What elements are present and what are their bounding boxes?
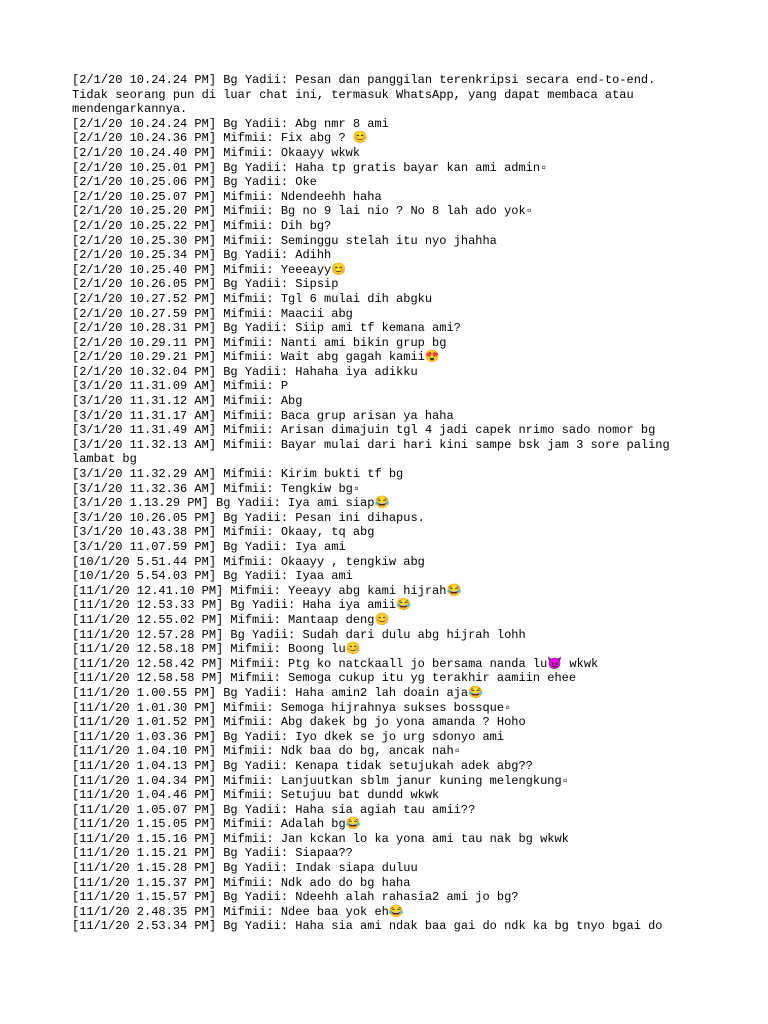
chat-line: [11/1/20 12.57.28 PM] Bg Yadii: Sudah dari dulu abg hijrah lohh xyxy=(72,627,526,642)
chat-line: [11/1/20 12.58.58 PM] Mifmii: Semoga cukup itu yg terakhir aamiin ehee xyxy=(72,671,577,686)
chat-line: [2/1/20 10.24.24 PM] Bg Yadii: Pesan dan panggilan terenkripsi secara end-to-end. xyxy=(72,73,656,87)
chat-export-document xyxy=(72,73,712,934)
chat-line: [2/1/20 10.25.07 PM] Mifmii: Ndendeehh haha xyxy=(72,189,382,204)
chat-line: [11/1/20 1.15.28 PM] Bg Yadii: Indak siapa duluu xyxy=(72,861,418,876)
chat-line: [2/1/20 10.29.21 PM] Mifmii: Wait abg gagah kamii😍 xyxy=(72,350,440,365)
chat-line: [11/1/20 1.04.10 PM] Mifmii: Ndk baa do bg, ancak nah▫ xyxy=(72,744,461,759)
chat-line: [2/1/20 10.24.40 PM] Mifmii: Okaayy wkwk xyxy=(72,145,361,160)
chat-line: [2/1/20 10.24.24 PM] Bg Yadii: Abg nmr 8 ami xyxy=(72,116,389,131)
chat-line: [3/1/20 11.31.09 AM] Mifmii: P xyxy=(72,379,289,394)
chat-line: [2/1/20 10.27.59 PM] Mifmii: Maacii abg xyxy=(72,306,353,321)
chat-line: [11/1/20 1.01.52 PM] Mifmii: Abg dakek bg jo yona amanda ? Hoho xyxy=(72,715,526,730)
chat-line: [11/1/20 1.04.46 PM] Mifmii: Setujuu bat dundd wkwk xyxy=(72,788,440,803)
chat-line: [11/1/20 1.00.55 PM] Bg Yadii: Haha amin2 lah doain aja😂 xyxy=(72,685,484,700)
chat-line: [11/1/20 12.58.18 PM] Mifmii: Boong lu😊 xyxy=(72,642,361,657)
chat-line: [11/1/20 12.55.02 PM] Mifmii: Mantaap deng😊 xyxy=(72,612,390,627)
chat-line: [3/1/20 11.32.29 AM] Mifmii: Kirim bukti tf bg xyxy=(72,467,404,482)
chat-line: [11/1/20 1.04.13 PM] Bg Yadii: Kenapa tidak setujukah adek abg?? xyxy=(72,758,533,773)
chat-line: [11/1/20 1.04.34 PM] Mifmii: Lanjuutkan sblm janur kuning melengkung▫ xyxy=(72,773,569,788)
chat-line: [2/1/20 10.25.30 PM] Mifmii: Seminggu stelah itu nyo jhahha xyxy=(72,233,497,248)
chat-line: [3/1/20 10.26.05 PM] Bg Yadii: Pesan ini dihapus. xyxy=(72,510,425,525)
chat-line: [2/1/20 10.29.11 PM] Mifmii: Nanti ami bikin grup bg xyxy=(72,335,447,350)
chat-line: [3/1/20 11.07.59 PM] Bg Yadii: Iya ami xyxy=(72,540,346,554)
chat-line: [2/1/20 10.25.34 PM] Bg Yadii: Adihh xyxy=(72,248,332,263)
chat-line: [3/1/20 1.13.29 PM] Bg Yadii: Iya ami siap😂 xyxy=(72,496,390,511)
chat-line: [2/1/20 10.25.22 PM] Mifmii: Dih bg? xyxy=(72,218,332,233)
chat-line: [11/1/20 1.05.07 PM] Bg Yadii: Haha sia agiah tau amii?? xyxy=(72,802,476,817)
chat-line: [11/1/20 1.01.30 PM] Mifmii: Semoga hijrahnya sukses bossque▫ xyxy=(72,700,512,715)
chat-line: lambat bg xyxy=(72,452,137,467)
chat-line: [3/1/20 11.32.36 AM] Mifmii: Tengkiw bg▫ xyxy=(72,481,361,496)
chat-line: [3/1/20 10.43.38 PM] Mifmii: Okaay, tq abg xyxy=(72,525,375,540)
chat-line: [2/1/20 10.27.52 PM] Mifmii: Tgl 6 mulai dih abgku xyxy=(72,291,433,306)
chat-line: [2/1/20 10.25.06 PM] Bg Yadii: Oke xyxy=(72,175,317,190)
chat-line: [11/1/20 1.15.57 PM] Bg Yadii: Ndeehh alah rahasia2 ami jo bg? xyxy=(72,890,519,905)
chat-line: [11/1/20 1.03.36 PM] Bg Yadii: Iyo dkek se jo urg sdonyo ami xyxy=(72,729,505,744)
chat-line: Tidak seorang pun di luar chat ini, termasuk WhatsApp, yang dapat membaca atau xyxy=(72,87,634,102)
chat-line: [2/1/20 10.28.31 PM] Bg Yadii: Siip ami tf kemana ami? xyxy=(72,321,461,336)
chat-line: mendengarkannya. xyxy=(72,102,188,117)
chat-line: [2/1/20 10.25.20 PM] Mifmii: Bg no 9 lai nio ? No 8 lah ado yok▫ xyxy=(72,204,533,219)
chat-line: [10/1/20 5.54.03 PM] Bg Yadii: Iyaa ami xyxy=(72,569,353,584)
chat-line: [11/1/20 2.48.35 PM] Mifmii: Ndee baa yok eh😂 xyxy=(72,904,404,919)
chat-line: [3/1/20 11.31.17 AM] Mifmii: Baca grup arisan ya haha xyxy=(72,408,454,423)
chat-line: [2/1/20 10.25.40 PM] Mifmii: Yeeeayy😊 xyxy=(72,262,347,277)
chat-line: [11/1/20 12.58.42 PM] Mifmii: Ptg ko natckaall jo bersama nanda lu😈 wkwk xyxy=(72,656,599,671)
chat-line: [3/1/20 11.31.49 AM] Mifmii: Arisan dimajuin tgl 4 jadi capek nrimo sado nomor bg xyxy=(72,423,656,438)
chat-line: [2/1/20 10.26.05 PM] Bg Yadii: Sipsip xyxy=(72,277,339,292)
chat-line: [11/1/20 1.15.05 PM] Mifmii: Adalah bg😂 xyxy=(72,817,361,832)
chat-line: [11/1/20 1.15.16 PM] Mifmii: Jan kckan lo ka yona ami tau nak bg wkwk xyxy=(72,831,569,846)
chat-line: [3/1/20 11.32.13 AM] Mifmii: Bayar mulai dari hari kini sampe bsk jam 3 sore paling xyxy=(72,437,670,452)
chat-line: [11/1/20 1.15.21 PM] Bg Yadii: Siapaa?? xyxy=(72,846,353,861)
chat-line: [10/1/20 5.51.44 PM] Mifmii: Okaayy , tengkiw abg xyxy=(72,554,425,569)
chat-line: [2/1/20 10.25.01 PM] Bg Yadii: Haha tp gratis bayar kan ami admin▫ xyxy=(72,160,548,175)
chat-line: [2/1/20 10.32.04 PM] Bg Yadii: Hahaha iya adikku xyxy=(72,364,418,379)
chat-line: [11/1/20 12.41.10 PM] Mifmii: Yeeayy abg kami hijrah😂 xyxy=(72,583,462,598)
chat-line: [2/1/20 10.24.36 PM] Mifmii: Fix abg ? 😊 xyxy=(72,131,368,146)
chat-line: [11/1/20 12.53.33 PM] Bg Yadii: Haha iya amii😂 xyxy=(72,598,411,613)
chat-line: [11/1/20 2.53.34 PM] Bg Yadii: Haha sia ami ndak baa gai do ndk ka bg tnyo bgai do xyxy=(72,919,663,934)
chat-line: [11/1/20 1.15.37 PM] Mifmii: Ndk ado do bg haha xyxy=(72,875,411,890)
chat-line: [3/1/20 11.31.12 AM] Mifmii: Abg xyxy=(72,394,303,409)
